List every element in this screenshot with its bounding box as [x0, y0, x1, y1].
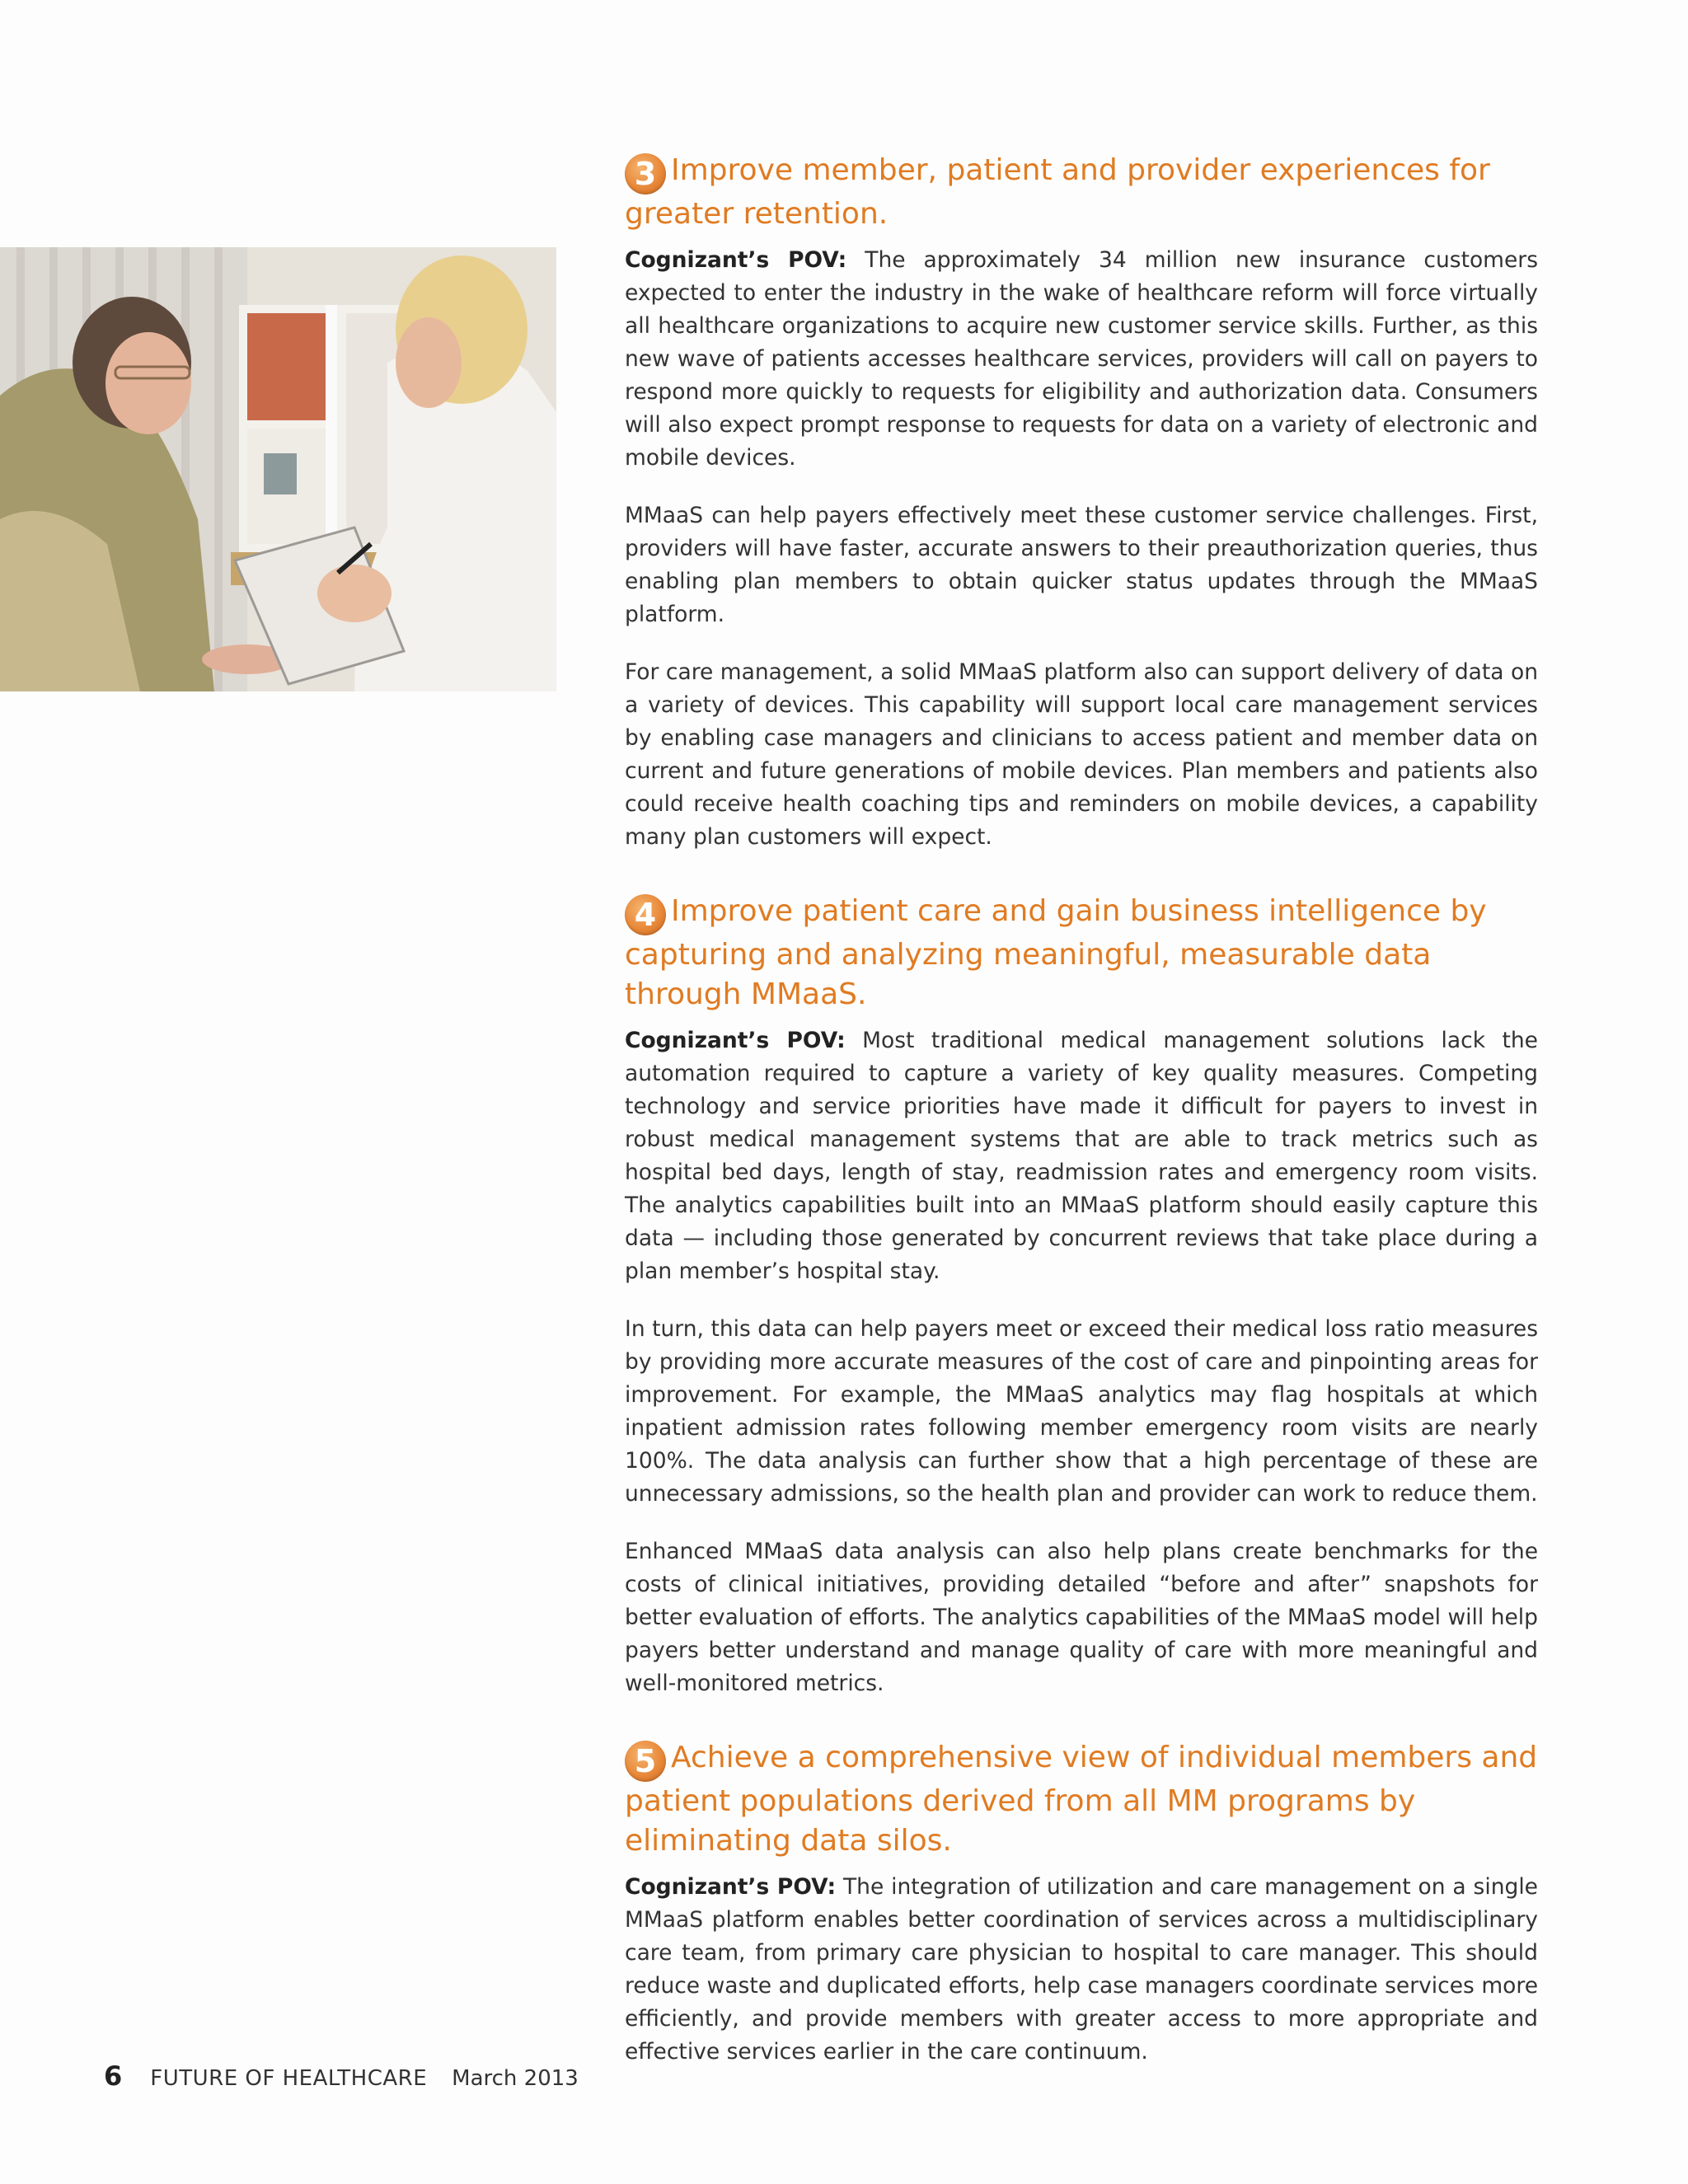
section-3-paragraph: [625, 244, 1538, 475]
section-4-heading-text: Improve patient care and gain business intelligence by capturing and analyzing meaningful, measurable data through MMaaS.: [625, 894, 1487, 1011]
page-footer: [104, 2060, 579, 2092]
pov-label: Cognizant’s POV:: [625, 1874, 837, 1900]
paragraph-text: The approximately 34 million new insurance customers expected to enter the industry in the wake of healthcare reform will force virtually all healthcare organizations to acquire new customer service skills. Further, as this new wave of patients accesses healthcare services, providers will call on payers to respond more quickly to requests for eligibility and authorization data. Consumers will also expect prompt response to requests for data on a variety of electronic and mobile devices.: [625, 247, 1538, 471]
pov-label: Cognizant’s POV:: [625, 1028, 846, 1053]
section-4-paragraph: Enhanced MMaaS data analysis can also help plans create benchmarks for the costs of clinical initiatives, providing detailed “before and after” snapshots for better evaluation of efforts. The analytics capabilities of the MMaaS model will help payers better understand and manage quality of care with more meaningful and well-monitored metrics.: [625, 1539, 1538, 1696]
section-3-heading-text: Improve member, patient and provider experiences for greater retention.: [625, 153, 1490, 231]
section-4-paragraph: In turn, this data can help payers meet or exceed their medical loss ratio measures by providing more accurate measures of the cost of care and pinpointing areas for improvement. For example, the MMaaS analytics may flag hospitals at which inpatient admission rates following member emergency room visits are nearly 100%. The data analysis can further show that a high percentage of these are unnecessary admissions, so the health plan and provider can work to reduce them.: [625, 1316, 1538, 1507]
section-5-heading-text: Achieve a comprehensive view of individual members and patient populations derived from all MM programs by eliminating data silos.: [625, 1741, 1538, 1858]
article-column: [625, 151, 1538, 2069]
publication-name: FUTURE OF HEALTHCARE: [150, 2066, 428, 2091]
paragraph-text: The integration of utilization and care management on a single MMaaS platform enables better coordination of services across a multidisciplinary care team, from primary care physician to hospital to care manager. This should reduce waste and duplicated efforts, help case managers coordinate services more efficiently, and provide members with greater access to more appropriate and effective services earlier in the care continuum.: [625, 1874, 1538, 2064]
paragraph-text: Most traditional medical management solutions lack the automation required to capture a variety of key quality measures. Competing technology and service priorities have made it difficult for payers to invest in robust medical management systems that are able to track metrics such as hospital bed days, length of stay, readmission rates and emergency room visits. The analytics capabilities built into an MMaaS platform should easily capture this data — including those generated by concurrent reviews that take place during a plan member’s hospital stay.: [625, 1028, 1538, 1284]
section-4-heading: [625, 892, 1538, 1015]
section-5-heading: [625, 1738, 1538, 1861]
pov-label: Cognizant’s POV:: [625, 247, 847, 273]
section-4-number-badge: 4: [625, 894, 666, 935]
page-number: 6: [104, 2060, 123, 2092]
section-3-number-badge: 3: [625, 153, 666, 194]
section-3-paragraph: MMaaS can help payers effectively meet these customer service challenges. First, providers will have faster, accurate answers to their preauthorization queries, thus enabling plan members to obtain quicker status updates through the MMaaS platform.: [625, 503, 1538, 627]
section-3-paragraph: For care management, a solid MMaaS platform also can support delivery of data on a variety of devices. This capability will support local care management services by enabling case managers and clinicians to access patient and member data on current and future generations of mobile devices. Plan members and patients also could receive health coaching tips and reminders on mobile devices, a capability many plan customers will expect.: [625, 659, 1538, 850]
photo-elderly-patient-with-clinician: [0, 247, 556, 691]
section-5-paragraph: [625, 1871, 1538, 2069]
publication-date: March 2013: [452, 2066, 579, 2091]
section-5-number-badge: 5: [625, 1741, 666, 1782]
section-4-paragraph: [625, 1024, 1538, 1288]
section-3-heading: [625, 151, 1538, 234]
